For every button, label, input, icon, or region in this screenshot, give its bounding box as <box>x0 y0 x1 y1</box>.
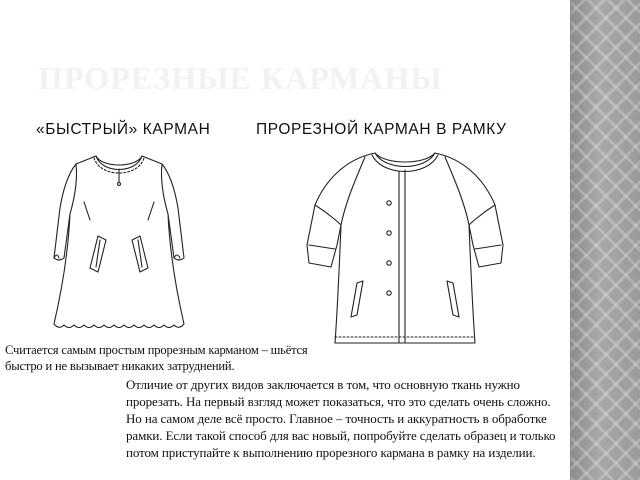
left-description: Считается самым простым прорезным карманом – шьётся быстро и не вызывает никаких затруднений. <box>5 343 308 373</box>
left-heading: «БЫСТРЫЙ» КАРМАН <box>36 121 211 138</box>
decorative-side-pattern <box>570 0 640 480</box>
right-heading: ПРОРЕЗНОЙ КАРМАН В РАМКУ <box>256 121 507 138</box>
coat-sketch <box>305 145 505 345</box>
dress-sketch <box>44 148 194 338</box>
slide-title: ПРОРЕЗНЫЕ КАРМАНЫ <box>38 60 443 96</box>
right-description: Отличие от других видов заключается в том, что основную ткань нужно прорезать. На первый взгляд может показаться, что это сделать очень сложно. Но на самом деле всё просто. Главное – точность и аккуратность в обработке рамки. Если такой способ для вас новый, попробуйте сделать образец и только потом приступайте к выполнению прорезного кармана в рамку на изделии. <box>126 377 556 460</box>
